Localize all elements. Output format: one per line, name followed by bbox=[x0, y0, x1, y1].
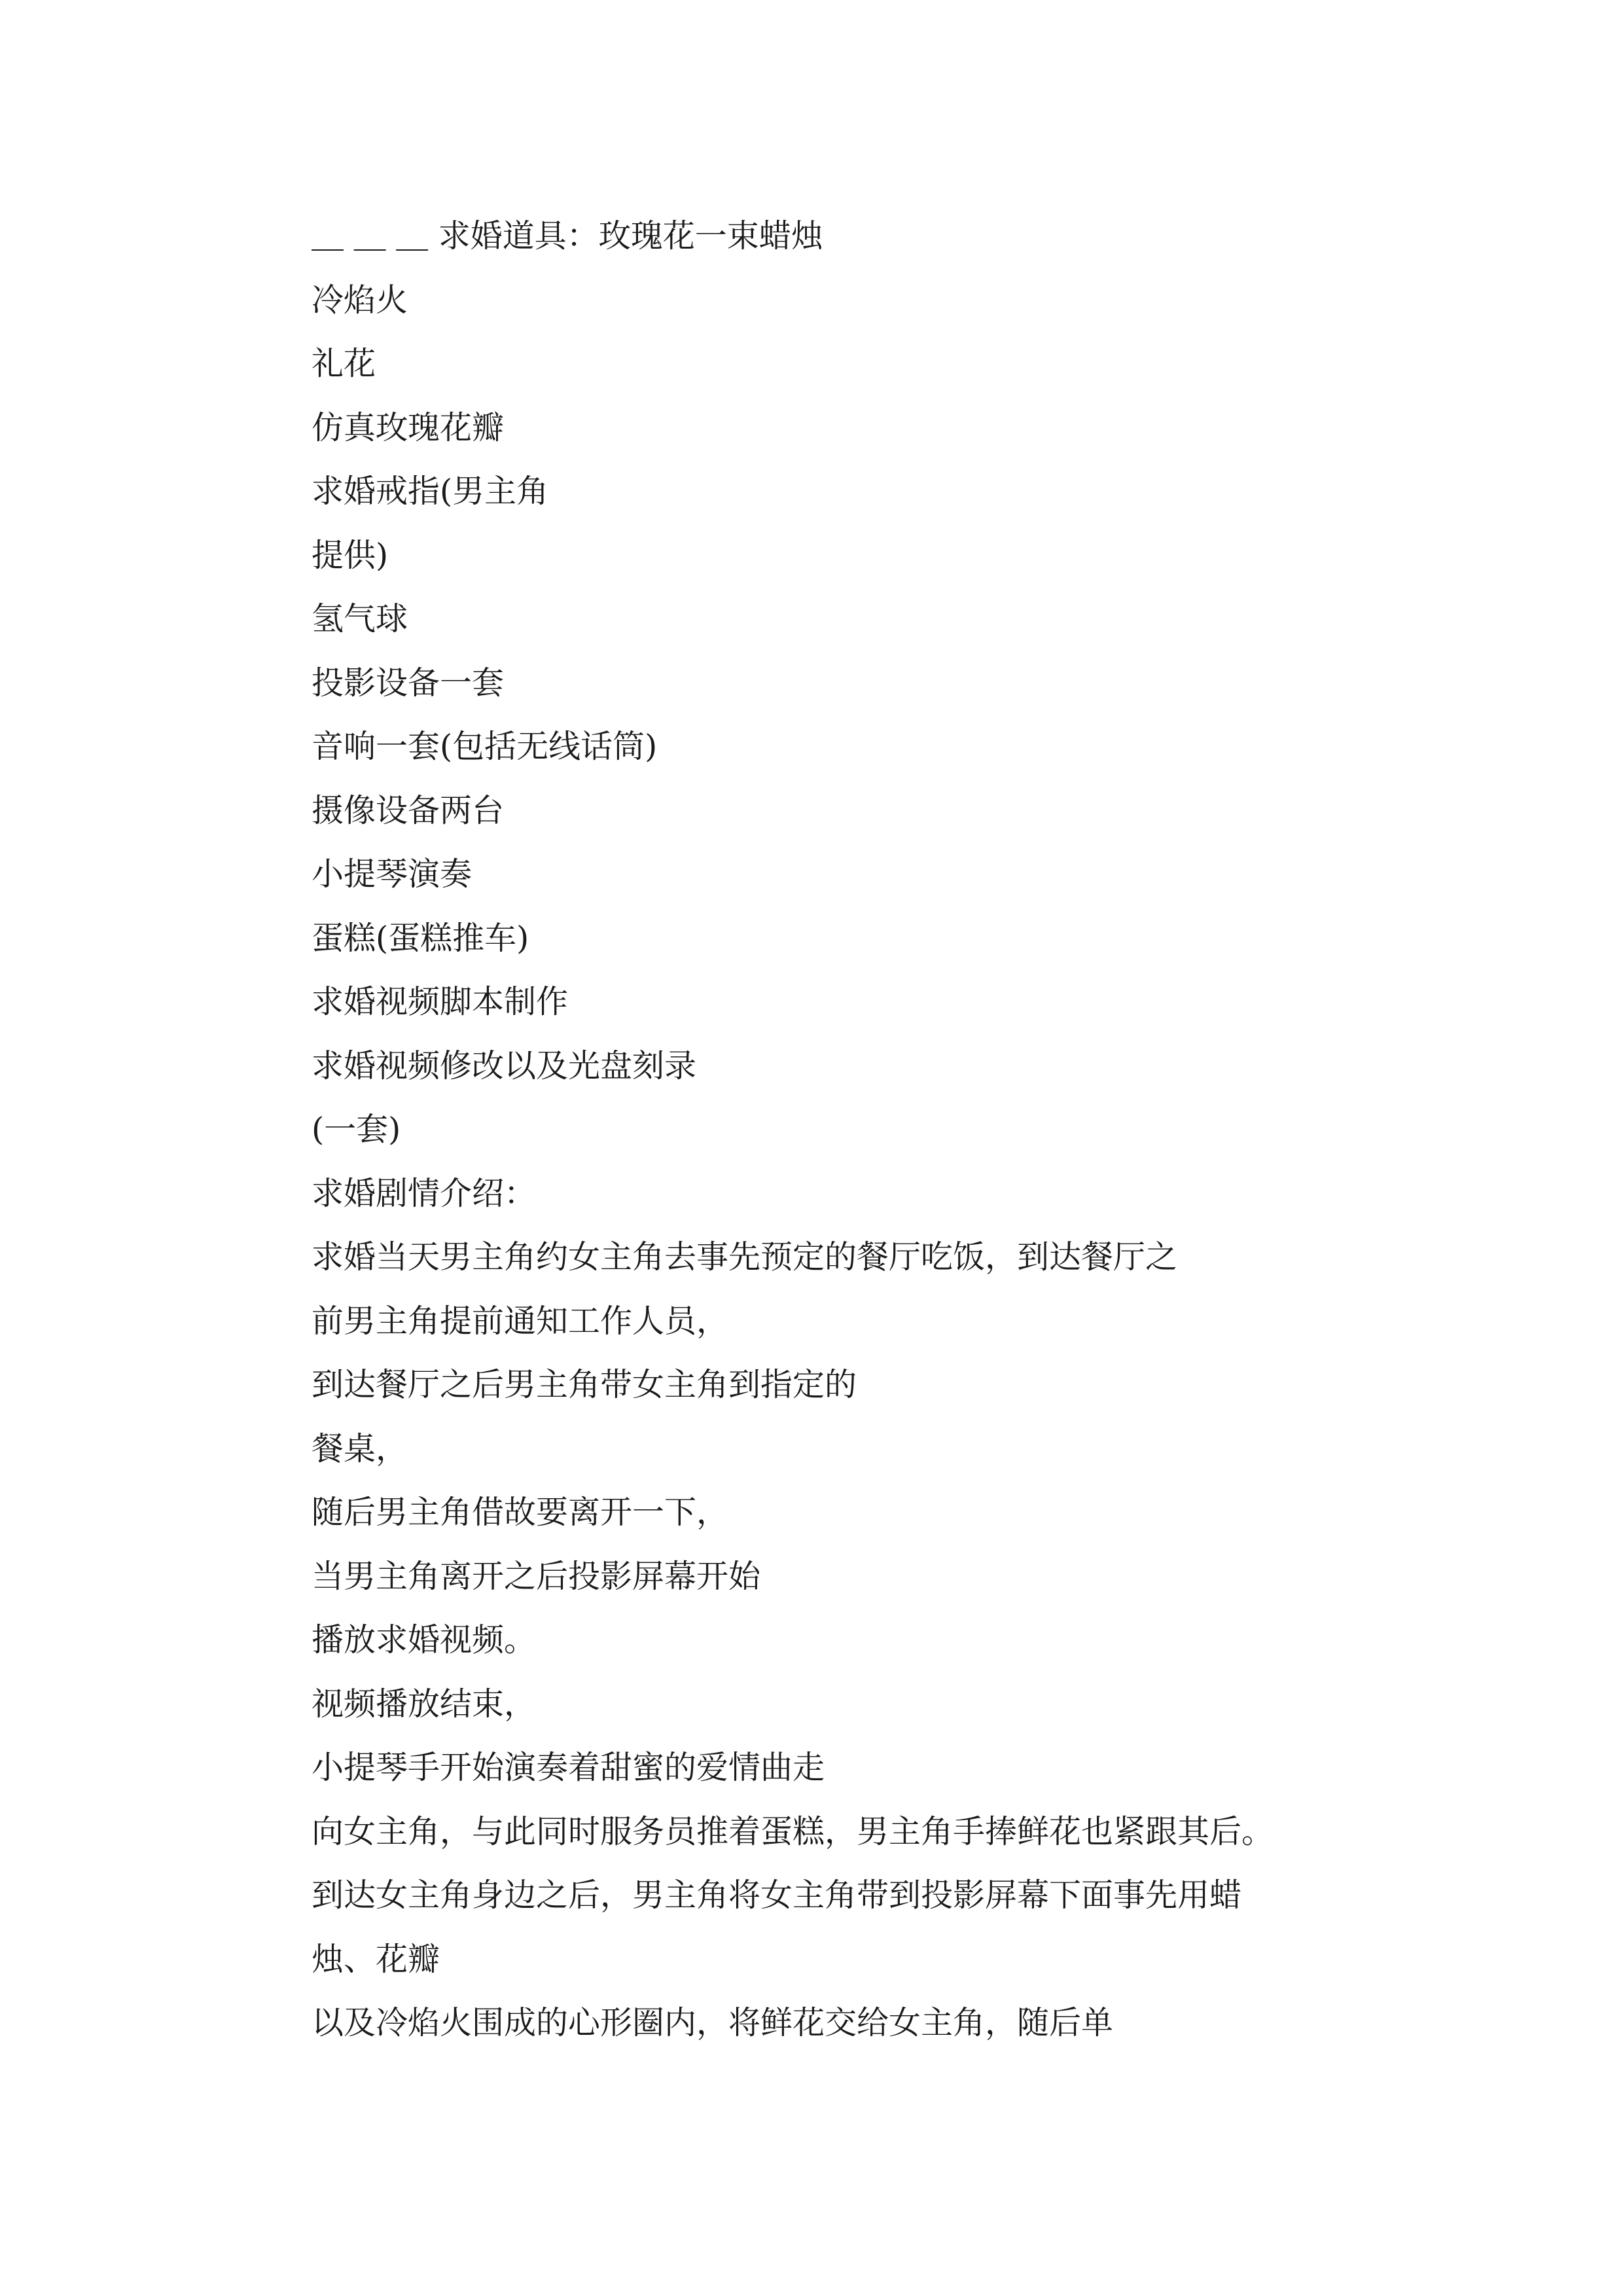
text-line: 到达餐厅之后男主角带女主角到指定的 bbox=[312, 1366, 857, 1403]
text-line: 随后男主角借故要离开一下， bbox=[312, 1494, 729, 1531]
text-line: 求婚剧情介绍： bbox=[312, 1174, 537, 1212]
text-line: 蛋糕(蛋糕推车) bbox=[312, 919, 529, 957]
text-line: 烛、花瓣 bbox=[312, 1940, 440, 1978]
text-line: (一套) bbox=[312, 1111, 401, 1148]
text-line: 求婚当天男主角约女主角去事先预定的餐厅吃饭，到达餐厅之 bbox=[312, 1238, 1178, 1276]
text-line: 求婚视频修改以及光盘刻录 bbox=[312, 1047, 697, 1085]
text-line: 氢气球 bbox=[312, 600, 408, 637]
text-line: 到达女主角身边之后，男主角将女主角带到投影屏幕下面事先用蜡 bbox=[312, 1876, 1242, 1914]
text-line: 冷焰火 bbox=[312, 281, 408, 319]
text-line: 求婚视频脚本制作 bbox=[312, 983, 569, 1020]
text-line: ＿ ＿ ＿ 求婚道具：玫瑰花一束蜡烛 bbox=[312, 217, 823, 255]
text-line: 摄像设备两台 bbox=[312, 791, 505, 829]
text-line: 音响一套(包括无线话筒) bbox=[312, 728, 658, 765]
text-line: 小提琴手开始演奏着甜蜜的爱情曲走 bbox=[312, 1749, 825, 1786]
text-line: 仿真玫瑰花瓣 bbox=[312, 408, 505, 446]
text-line: 餐桌， bbox=[312, 1429, 408, 1467]
document-body bbox=[312, 204, 1332, 2055]
text-line: 提供) bbox=[312, 536, 389, 574]
text-line: 求婚戒指(男主角 bbox=[312, 473, 549, 510]
text-line: 当男主角离开之后投影屏幕开始 bbox=[312, 1557, 761, 1595]
text-line: 视频播放结束， bbox=[312, 1685, 537, 1723]
text-line: 小提琴演奏 bbox=[312, 855, 473, 893]
text-line: 播放求婚视频。 bbox=[312, 1621, 537, 1659]
text-line: 以及冷焰火围成的心形圈内，将鲜花交给女主角，随后单 bbox=[312, 2004, 1114, 2041]
text-line: 礼花 bbox=[312, 345, 376, 382]
text-line: 向女主角，与此同时服务员推着蛋糕，男主角手捧鲜花也紧跟其后。 bbox=[312, 1812, 1274, 1850]
text-line: 投影设备一套 bbox=[312, 664, 505, 702]
text-line: 前男主角提前通知工作人员， bbox=[312, 1302, 729, 1340]
